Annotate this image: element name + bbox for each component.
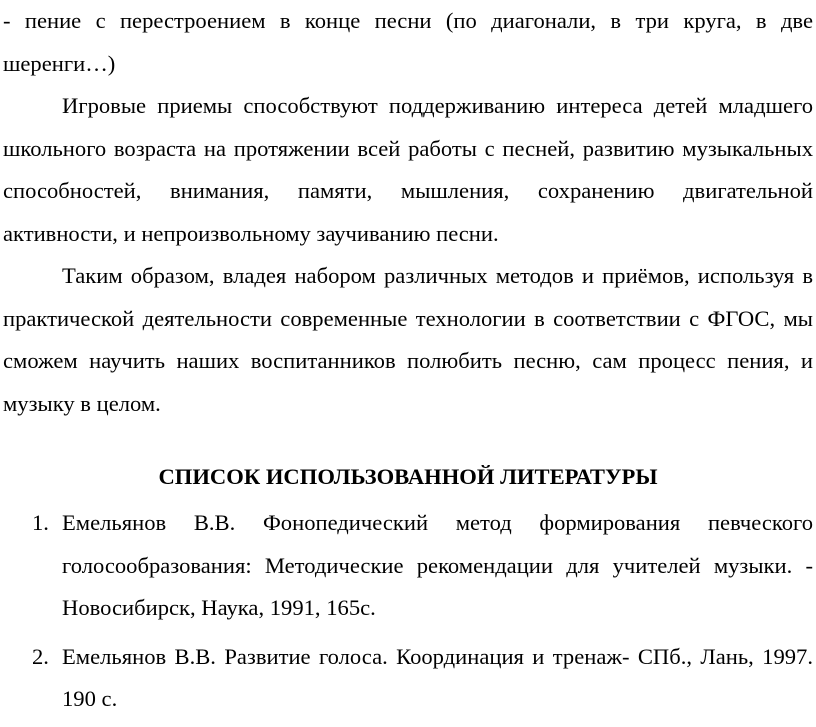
paragraph-song-rearrangement: - пение с перестроением в конце песни (по диагонали, в три круга, в две шеренги…) xyxy=(3,8,813,76)
references-list xyxy=(0,502,816,727)
paragraph-conclusion: Таким образом, владея набором различных методов и приёмов, используя в практической деятельности современные технологии в соответствии с ФГОС, мы сможем научить наших воспитанников полюбить песню, сам процесс пения, и музыку в целом. xyxy=(3,263,813,416)
reference-item xyxy=(0,502,816,630)
reference-text: Емельянов В.В. Развитие голоса. Координация и тренаж- СПб., Лань, 1997. 190 с. xyxy=(62,643,813,711)
reference-text: Емельянов В.В. Фонопедический метод формирования певческого голосообразования: Методические рекомендации для учителей музыки. - Новосибирск, Наука, 1991, 165с. xyxy=(62,510,813,620)
references-heading: СПИСОК ИСПОЛЬЗОВАННОЙ ЛИТЕРАТУРЫ xyxy=(158,464,658,489)
reference-number: 1. xyxy=(32,510,49,535)
reference-number: 2. xyxy=(32,643,49,669)
paragraph-game-techniques: Игровые приемы способствуют поддерживанию интереса детей младшего школьного возраста на протяжении всей работы с песней, развитию музыкальных способностей, внимания, памяти, мышления, сохранению двигательной активности, и непроизвольному заучиванию песни. xyxy=(3,93,813,246)
reference-item xyxy=(0,636,816,721)
